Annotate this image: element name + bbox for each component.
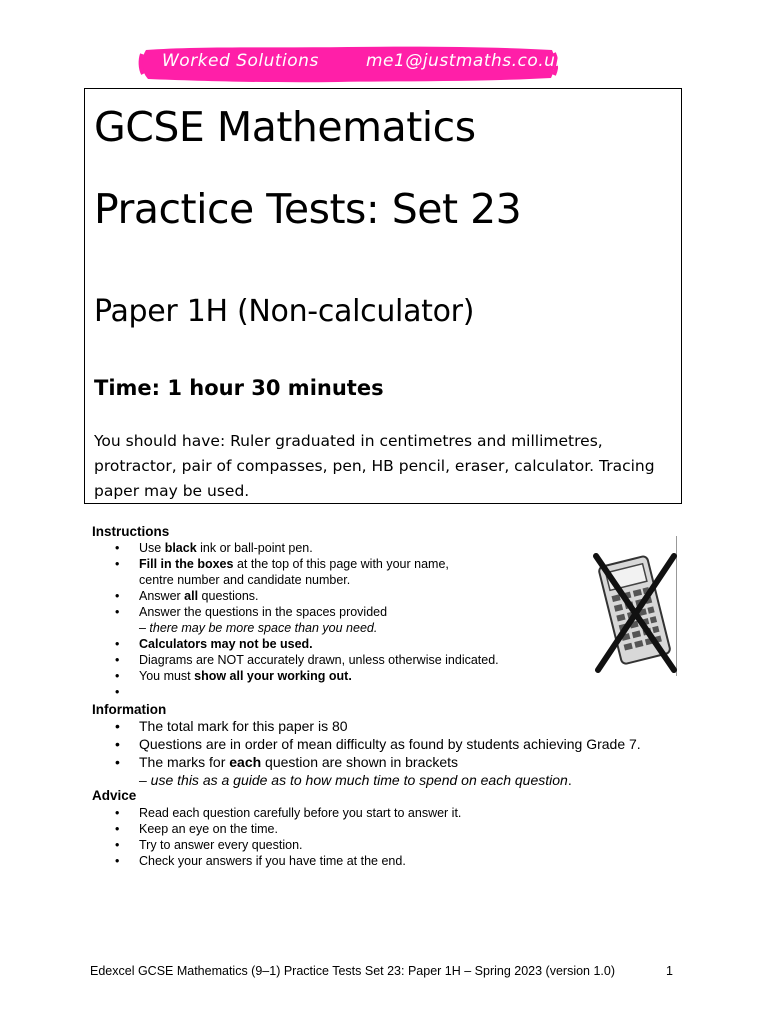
list-item: • Try to answer every question.	[115, 837, 461, 853]
time-allowed: Time: 1 hour 30 minutes	[94, 376, 384, 400]
list-item	[115, 735, 641, 753]
contact-email: me1@justmaths.co.uk	[366, 51, 566, 71]
instruction-text: centre number and candidate number.	[139, 573, 351, 587]
instruction-emphasis: all	[184, 589, 199, 603]
instruction-emphasis: black	[164, 541, 197, 555]
list-item: • Read each question carefully before you start to answer it.	[115, 805, 461, 821]
list-item	[115, 556, 499, 588]
instruction-text: Answer	[139, 589, 185, 603]
list-item	[115, 540, 499, 556]
paper-name: Paper 1H (Non-calculator)	[94, 294, 475, 329]
instruction-text: Use	[139, 541, 165, 555]
instruction-text: Diagrams are NOT accurately drawn, unless otherwise indicated.	[139, 653, 499, 667]
no-calculator-icon	[590, 548, 680, 676]
list-item	[115, 652, 499, 668]
instruction-text: questions.	[198, 589, 259, 603]
list-item	[115, 717, 641, 735]
title-line-1: GCSE Mathematics	[94, 103, 476, 151]
instruction-emphasis: Fill in the boxes	[139, 557, 234, 571]
list-item	[115, 668, 499, 684]
instructions-heading: Instructions	[92, 524, 170, 539]
information-text: question are shown in brackets	[261, 754, 459, 770]
instruction-text: Answer the questions in the spaces provided	[139, 605, 388, 619]
instruction-text: at the top of this page with your name,	[233, 557, 449, 571]
information-text: The marks for	[139, 754, 230, 770]
list-item	[115, 636, 499, 652]
instructions-list	[115, 540, 499, 700]
list-item: • Check your answers if you have time at the end.	[115, 853, 461, 869]
list-item	[115, 753, 641, 789]
information-emphasis: each	[229, 754, 262, 770]
information-text: The total mark for this paper is 80	[139, 718, 348, 734]
information-note: – use this as a guide as to how much time to spend on each question	[139, 772, 568, 788]
page-number: 1	[666, 964, 673, 978]
list-item	[115, 604, 499, 636]
list-item	[115, 588, 499, 604]
title-box	[84, 88, 682, 504]
information-text: .	[567, 772, 572, 788]
list-item: • Keep an eye on the time.	[115, 821, 461, 837]
list-item-empty	[115, 684, 499, 700]
title-line-2: Practice Tests: Set 23	[94, 185, 522, 233]
advice-list	[115, 805, 461, 869]
information-text: Questions are in order of mean difficulty as found by students achieving Grade 7.	[139, 736, 641, 752]
information-list	[115, 717, 641, 789]
instruction-text: You must	[139, 669, 195, 683]
information-heading: Information	[92, 702, 167, 717]
instruction-note: – there may be more space than you need.	[139, 621, 378, 635]
footer-text: Edexcel GCSE Mathematics (9–1) Practice Tests Set 23: Paper 1H – Spring 2023 (version 1.0)	[90, 964, 616, 978]
instruction-text: ink or ball-point pen.	[196, 541, 313, 555]
worked-solutions-label: Worked Solutions	[162, 51, 319, 71]
instruction-emphasis: show all your working out.	[194, 669, 352, 683]
advice-heading: Advice	[92, 788, 137, 803]
header-banner	[138, 44, 566, 84]
instruction-emphasis: Calculators may not be used.	[139, 637, 313, 651]
equipment-text: You should have: Ruler graduated in centimetres and millimetres, protractor, pair of compasses, pen, HB pencil, eraser, calculator. Tracing paper may be used.	[94, 432, 655, 500]
